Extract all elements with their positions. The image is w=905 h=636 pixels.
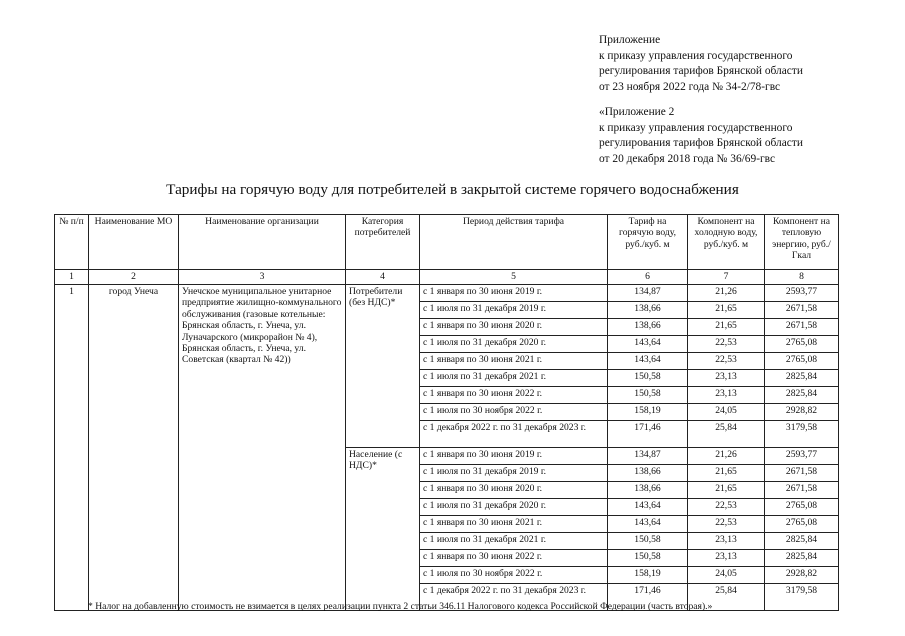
tariff-cell: 138,66 xyxy=(608,319,688,336)
header-row xyxy=(55,215,839,270)
tariff-cell: 150,58 xyxy=(608,387,688,404)
cold-water-cell: 24,05 xyxy=(688,404,765,421)
period-cell: с 1 июля по 30 ноября 2022 г. xyxy=(420,567,608,584)
cold-water-cell: 23,13 xyxy=(688,550,765,567)
cold-water-cell: 23,13 xyxy=(688,387,765,404)
cold-water-cell: 25,84 xyxy=(688,584,765,611)
footnote: * Налог на добавленную стоимость не взимается в целях реализации пункта 2 статьи 346.11 Налогового кодекса Российской Федерации (часть вторая).» xyxy=(88,601,713,612)
heat-energy-cell: 2765,08 xyxy=(765,353,839,370)
period-cell: с 1 июля по 30 ноября 2022 г. xyxy=(420,404,608,421)
heat-energy-cell: 2671,58 xyxy=(765,319,839,336)
period-cell: с 1 июля по 31 декабря 2021 г. xyxy=(420,370,608,387)
tariff-cell: 150,58 xyxy=(608,533,688,550)
column-number: 6 xyxy=(608,270,688,285)
heat-energy-cell: 2671,58 xyxy=(765,302,839,319)
tariff-cell: 143,64 xyxy=(608,336,688,353)
tariff-cell: 158,19 xyxy=(608,404,688,421)
cold-water-cell: 21,65 xyxy=(688,465,765,482)
heat-energy-cell: 2928,82 xyxy=(765,567,839,584)
header-cell: Категория потребителей xyxy=(346,215,420,270)
cold-water-cell: 21,65 xyxy=(688,302,765,319)
column-number: 7 xyxy=(688,270,765,285)
cold-water-cell: 24,05 xyxy=(688,567,765,584)
category-cell: Население (с НДС)* xyxy=(346,448,420,611)
appendix-line: Приложение xyxy=(599,34,661,46)
header-cell: № п/п xyxy=(55,215,89,270)
header-cell: Наименование МО xyxy=(89,215,179,270)
header-cell: Компонент на тепловую энергию, руб./Гкал xyxy=(765,215,839,270)
tariff-cell: 143,64 xyxy=(608,353,688,370)
tariff-cell: 150,58 xyxy=(608,550,688,567)
tariff-cell: 143,64 xyxy=(608,499,688,516)
appendix-line: регулирования тарифов Брянской области xyxy=(599,137,803,150)
heat-energy-cell: 2593,77 xyxy=(765,285,839,302)
heat-energy-cell: 2825,84 xyxy=(765,533,839,550)
appendix-line: «Приложение 2 xyxy=(599,106,675,118)
period-cell: с 1 января по 30 июня 2022 г. xyxy=(420,387,608,404)
column-number: 8 xyxy=(765,270,839,285)
heat-energy-cell: 2671,58 xyxy=(765,482,839,499)
tariff-cell: 143,64 xyxy=(608,516,688,533)
cold-water-cell: 23,13 xyxy=(688,370,765,387)
cold-water-cell: 21,26 xyxy=(688,448,765,465)
heat-energy-cell: 2765,08 xyxy=(765,516,839,533)
category-cell: Потребители (без НДС)* xyxy=(346,285,420,448)
appendix-line: к приказу управления государственного xyxy=(599,49,793,62)
heat-energy-cell: 2593,77 xyxy=(765,448,839,465)
appendix-line: от 20 декабря 2018 года № 36/69-гвс xyxy=(599,152,776,165)
period-cell: с 1 января по 30 июня 2019 г. xyxy=(420,448,608,465)
period-cell: с 1 июля по 31 декабря 2020 г. xyxy=(420,336,608,353)
heat-energy-cell: 2825,84 xyxy=(765,387,839,404)
tariff-cell: 150,58 xyxy=(608,370,688,387)
period-cell: с 1 июля по 31 декабря 2021 г. xyxy=(420,533,608,550)
column-number: 4 xyxy=(346,270,420,285)
cold-water-cell: 22,53 xyxy=(688,516,765,533)
tariff-table xyxy=(54,214,839,611)
heat-energy-cell: 2825,84 xyxy=(765,550,839,567)
period-cell: с 1 января по 30 июня 2021 г. xyxy=(420,353,608,370)
tariff-cell: 171,46 xyxy=(608,421,688,448)
period-cell: с 1 июля по 31 декабря 2020 г. xyxy=(420,499,608,516)
period-cell: с 1 декабря 2022 г. по 31 декабря 2023 г. xyxy=(420,421,608,448)
period-cell: с 1 января по 30 июня 2020 г. xyxy=(420,482,608,499)
heat-energy-cell: 2928,82 xyxy=(765,404,839,421)
period-cell: с 1 января по 30 июня 2020 г. xyxy=(420,319,608,336)
appendix-line: от 23 ноября 2022 года № 34-2/78-гвс xyxy=(599,80,781,93)
appendix-block-2 xyxy=(599,105,803,167)
table-row xyxy=(55,285,839,302)
header-cell: Компонент на холодную воду, руб./куб. м xyxy=(688,215,765,270)
tariff-cell: 138,66 xyxy=(608,302,688,319)
heat-energy-cell: 2825,84 xyxy=(765,370,839,387)
appendix-line: к приказу управления государственного xyxy=(599,121,793,134)
document-title: Тарифы на горячую воду для потребителей в закрытой системе горячего водоснабжения xyxy=(166,181,739,198)
appendix-block-1 xyxy=(599,33,803,95)
tariff-cell: 138,66 xyxy=(608,465,688,482)
column-number: 3 xyxy=(179,270,346,285)
column-number: 1 xyxy=(55,270,89,285)
cold-water-cell: 21,65 xyxy=(688,319,765,336)
cold-water-cell: 22,53 xyxy=(688,336,765,353)
cold-water-cell: 22,53 xyxy=(688,499,765,516)
heat-energy-cell: 3179,58 xyxy=(765,584,839,611)
tariff-cell: 134,87 xyxy=(608,285,688,302)
column-number: 2 xyxy=(89,270,179,285)
tariff-cell: 158,19 xyxy=(608,567,688,584)
column-number-row xyxy=(55,270,839,285)
heat-energy-cell: 2671,58 xyxy=(765,465,839,482)
period-cell: с 1 июля по 31 декабря 2019 г. xyxy=(420,302,608,319)
organization-cell: Унечское муниципальное унитарное предприятие жилищно-коммунального обслуживания (газовые котельные: Брянская область, г. Унеча, ул. Луначарского (микрорайон № 4), Брянская область, г. Унеча, ул. Советская (квартал № 42)) xyxy=(179,285,346,611)
tariff-cell: 171,46 xyxy=(608,584,688,611)
appendix-line: регулирования тарифов Брянской области xyxy=(599,65,803,78)
cold-water-cell: 21,65 xyxy=(688,482,765,499)
heat-energy-cell: 2765,08 xyxy=(765,499,839,516)
header-cell: Тариф на горячую воду, руб./куб. м xyxy=(608,215,688,270)
heat-energy-cell: 3179,58 xyxy=(765,421,839,448)
tariff-cell: 134,87 xyxy=(608,448,688,465)
period-cell: с 1 января по 30 июня 2021 г. xyxy=(420,516,608,533)
cold-water-cell: 21,26 xyxy=(688,285,765,302)
period-cell: с 1 июля по 31 декабря 2019 г. xyxy=(420,465,608,482)
cold-water-cell: 25,84 xyxy=(688,421,765,448)
period-cell: с 1 января по 30 июня 2022 г. xyxy=(420,550,608,567)
period-cell: с 1 декабря 2022 г. по 31 декабря 2023 г. xyxy=(420,584,608,611)
cold-water-cell: 23,13 xyxy=(688,533,765,550)
header-cell: Период действия тарифа xyxy=(420,215,608,270)
column-number: 5 xyxy=(420,270,608,285)
municipality-cell: город Унеча xyxy=(89,285,179,611)
tariff-cell: 138,66 xyxy=(608,482,688,499)
header-cell: Наименование организации xyxy=(179,215,346,270)
row-number-cell: 1 xyxy=(55,285,89,611)
heat-energy-cell: 2765,08 xyxy=(765,336,839,353)
period-cell: с 1 января по 30 июня 2019 г. xyxy=(420,285,608,302)
cold-water-cell: 22,53 xyxy=(688,353,765,370)
